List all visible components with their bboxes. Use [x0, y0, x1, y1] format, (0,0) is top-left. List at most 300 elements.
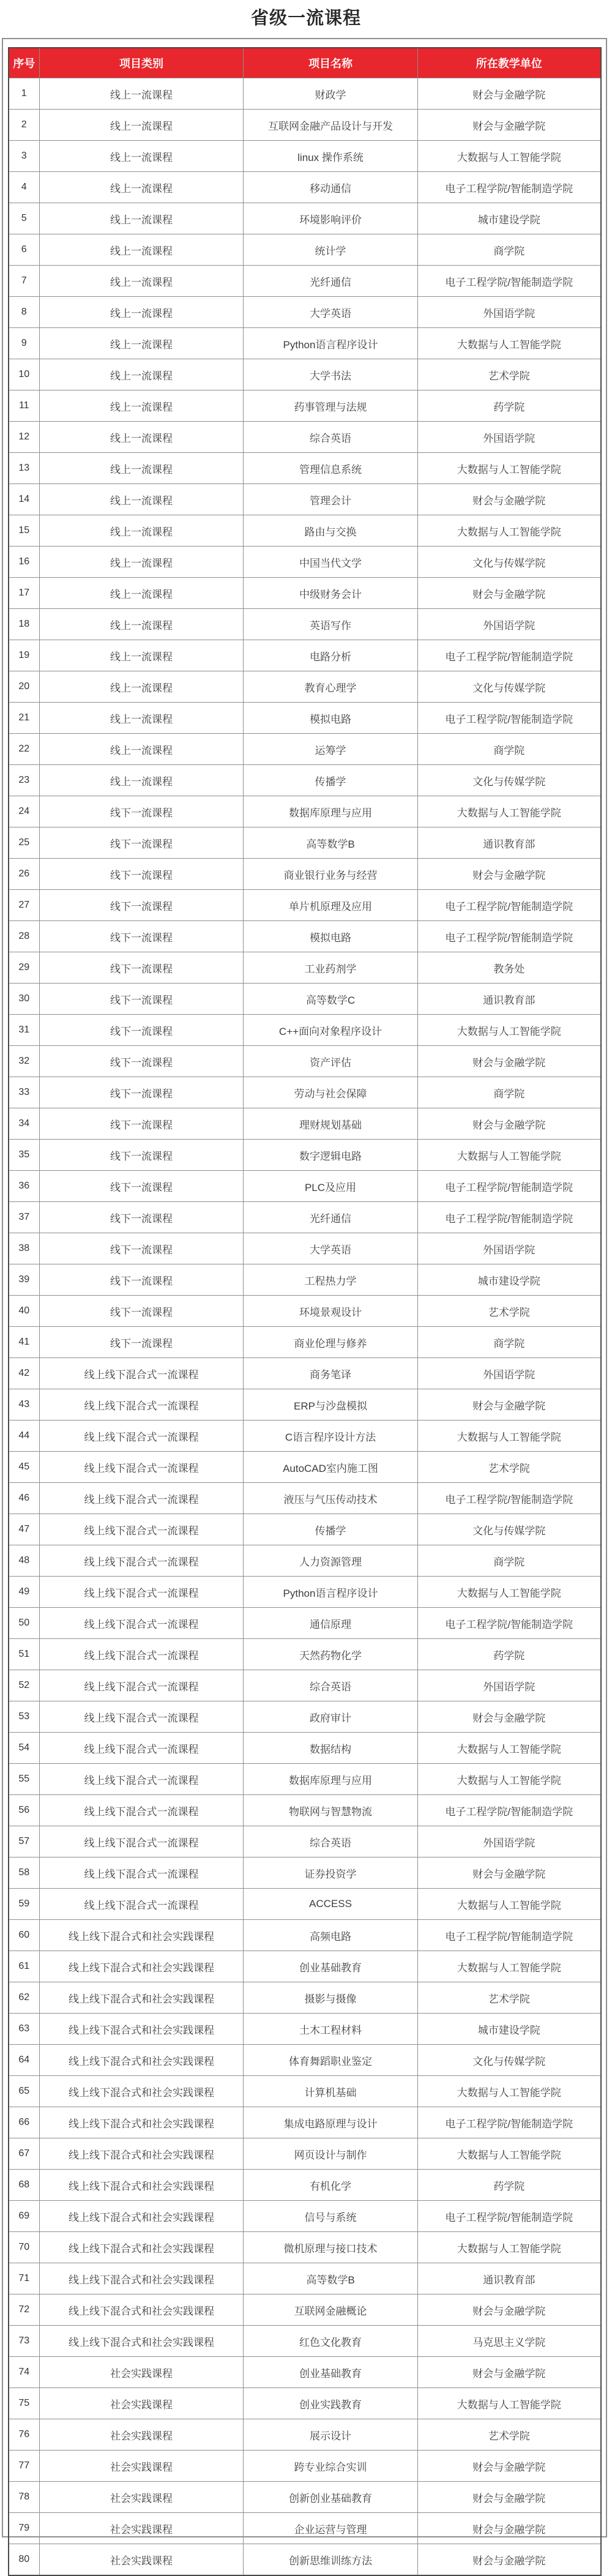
table-row — [9, 1701, 601, 1733]
cell-teaching-unit: 大数据与人工智能学院 — [418, 2388, 601, 2419]
cell-teaching-unit: 文化与传媒学院 — [418, 547, 601, 578]
courses-table — [8, 47, 602, 2576]
cell-category: 线上一流课程 — [40, 234, 244, 266]
cell-teaching-unit: 大数据与人工智能学院 — [418, 515, 601, 547]
cell-category: 线下一流课程 — [40, 1015, 244, 1046]
cell-teaching-unit: 财会与金融学院 — [418, 2357, 601, 2388]
cell-teaching-unit: 商学院 — [418, 1545, 601, 1577]
cell-course-name: 商业伦理与修养 — [244, 1327, 418, 1358]
cell-index: 79 — [9, 2513, 40, 2544]
cell-index: 63 — [9, 2014, 40, 2045]
table-row — [9, 1171, 601, 1202]
cell-course-name: 电路分析 — [244, 640, 418, 671]
cell-index: 59 — [9, 1889, 40, 1920]
table-row — [9, 203, 601, 234]
header-cell: 项目名称 — [244, 48, 418, 78]
cell-category: 线上线下混合式和社会实践课程 — [40, 2170, 244, 2201]
cell-course-name: 通信原理 — [244, 1608, 418, 1639]
table-row — [9, 453, 601, 484]
cell-teaching-unit: 财会与金融学院 — [418, 1108, 601, 1140]
cell-teaching-unit: 电子工程学院/智能制造学院 — [418, 1202, 601, 1233]
cell-course-name: 统计学 — [244, 234, 418, 266]
cell-index: 68 — [9, 2170, 40, 2201]
table-row — [9, 1389, 601, 1421]
cell-course-name: AutoCAD室内施工图 — [244, 1452, 418, 1483]
cell-course-name: 教育心理学 — [244, 671, 418, 703]
cell-index: 61 — [9, 1951, 40, 1982]
cell-index: 6 — [9, 234, 40, 266]
cell-index: 8 — [9, 297, 40, 328]
cell-category: 线上线下混合式和社会实践课程 — [40, 2014, 244, 2045]
cell-teaching-unit: 艺术学院 — [418, 1452, 601, 1483]
cell-teaching-unit: 电子工程学院/智能制造学院 — [418, 703, 601, 734]
cell-index: 20 — [9, 671, 40, 703]
cell-category: 线上线下混合式一流课程 — [40, 1389, 244, 1421]
cell-teaching-unit: 财会与金融学院 — [418, 2544, 601, 2576]
cell-teaching-unit: 商学院 — [418, 734, 601, 765]
cell-category: 线上线下混合式和社会实践课程 — [40, 2326, 244, 2357]
cell-category: 线下一流课程 — [40, 827, 244, 859]
cell-teaching-unit: 大数据与人工智能学院 — [418, 1951, 601, 1982]
table-row — [9, 1608, 601, 1639]
cell-course-name: 跨专业综合实训 — [244, 2451, 418, 2482]
table-row — [9, 1421, 601, 1452]
table-row — [9, 2107, 601, 2138]
cell-category: 线上线下混合式一流课程 — [40, 1889, 244, 1920]
cell-category: 线上线下混合式和社会实践课程 — [40, 2263, 244, 2294]
cell-course-name: 数字逻辑电路 — [244, 1140, 418, 1171]
table-row — [9, 78, 601, 110]
cell-course-name: 工业药剂学 — [244, 952, 418, 984]
table-row — [9, 609, 601, 640]
cell-teaching-unit: 财会与金融学院 — [418, 578, 601, 609]
cell-category: 线上线下混合式一流课程 — [40, 1545, 244, 1577]
table-row — [9, 1889, 601, 1920]
cell-course-name: 高等数学C — [244, 984, 418, 1015]
cell-index: 18 — [9, 609, 40, 640]
cell-teaching-unit: 电子工程学院/智能制造学院 — [418, 640, 601, 671]
cell-course-name: 单片机原理及应用 — [244, 890, 418, 921]
table-row — [9, 1077, 601, 1108]
table-row — [9, 2419, 601, 2451]
cell-index: 74 — [9, 2357, 40, 2388]
table-row — [9, 859, 601, 890]
cell-index: 4 — [9, 172, 40, 203]
cell-teaching-unit: 大数据与人工智能学院 — [418, 2232, 601, 2263]
cell-index: 12 — [9, 422, 40, 453]
cell-course-name: 天然药物化学 — [244, 1639, 418, 1670]
cell-category: 线上一流课程 — [40, 609, 244, 640]
cell-course-name: 模拟电路 — [244, 703, 418, 734]
cell-category: 线上一流课程 — [40, 328, 244, 359]
cell-category: 线下一流课程 — [40, 921, 244, 952]
cell-course-name: 路由与交换 — [244, 515, 418, 547]
cell-teaching-unit: 大数据与人工智能学院 — [418, 2138, 601, 2170]
cell-course-name: 财政学 — [244, 78, 418, 110]
table-row — [9, 266, 601, 297]
cell-teaching-unit: 电子工程学院/智能制造学院 — [418, 921, 601, 952]
cell-index: 25 — [9, 827, 40, 859]
cell-course-name: 大学英语 — [244, 297, 418, 328]
cell-teaching-unit: 艺术学院 — [418, 2419, 601, 2451]
table-row — [9, 2232, 601, 2263]
cell-course-name: Python语言程序设计 — [244, 1577, 418, 1608]
table-row — [9, 2170, 601, 2201]
table-row — [9, 2357, 601, 2388]
cell-teaching-unit: 大数据与人工智能学院 — [418, 1733, 601, 1764]
table-row — [9, 2201, 601, 2232]
cell-teaching-unit: 财会与金融学院 — [418, 859, 601, 890]
table-row — [9, 1233, 601, 1264]
cell-category: 线上线下混合式和社会实践课程 — [40, 2201, 244, 2232]
table-row — [9, 1264, 601, 1296]
table-row — [9, 297, 601, 328]
cell-teaching-unit: 大数据与人工智能学院 — [418, 1015, 601, 1046]
cell-teaching-unit: 财会与金融学院 — [418, 1701, 601, 1733]
cell-teaching-unit: 文化与传媒学院 — [418, 1514, 601, 1545]
cell-index: 19 — [9, 640, 40, 671]
cell-teaching-unit: 艺术学院 — [418, 1982, 601, 2014]
cell-teaching-unit: 财会与金融学院 — [418, 484, 601, 515]
cell-index: 9 — [9, 328, 40, 359]
cell-course-name: Python语言程序设计 — [244, 328, 418, 359]
table-row — [9, 2014, 601, 2045]
cell-course-name: 创新思维训练方法 — [244, 2544, 418, 2576]
cell-teaching-unit: 通识教育部 — [418, 984, 601, 1015]
cell-teaching-unit: 文化与传媒学院 — [418, 765, 601, 796]
cell-teaching-unit: 电子工程学院/智能制造学院 — [418, 1795, 601, 1826]
cell-teaching-unit: 大数据与人工智能学院 — [418, 1421, 601, 1452]
cell-category: 线上一流课程 — [40, 765, 244, 796]
cell-course-name: linux 操作系统 — [244, 141, 418, 172]
cell-index: 1 — [9, 78, 40, 110]
cell-teaching-unit: 文化与传媒学院 — [418, 671, 601, 703]
table-row — [9, 921, 601, 952]
cell-category: 线上一流课程 — [40, 515, 244, 547]
cell-category: 线上一流课程 — [40, 671, 244, 703]
cell-category: 线下一流课程 — [40, 1264, 244, 1296]
cell-teaching-unit: 外国语学院 — [418, 1826, 601, 1857]
cell-category: 线上一流课程 — [40, 172, 244, 203]
cell-teaching-unit: 财会与金融学院 — [418, 2482, 601, 2513]
cell-teaching-unit: 大数据与人工智能学院 — [418, 2076, 601, 2107]
cell-index: 16 — [9, 547, 40, 578]
cell-category: 线上线下混合式和社会实践课程 — [40, 2294, 244, 2326]
cell-category: 线上线下混合式一流课程 — [40, 1608, 244, 1639]
cell-course-name: 高等数学B — [244, 827, 418, 859]
cell-course-name: 数据库原理与应用 — [244, 796, 418, 827]
table-row — [9, 827, 601, 859]
cell-category: 线下一流课程 — [40, 952, 244, 984]
cell-category: 线上一流课程 — [40, 484, 244, 515]
cell-index: 45 — [9, 1452, 40, 1483]
cell-category: 社会实践课程 — [40, 2451, 244, 2482]
cell-index: 39 — [9, 1264, 40, 1296]
table-row — [9, 1358, 601, 1389]
cell-category: 线上一流课程 — [40, 547, 244, 578]
cell-index: 37 — [9, 1202, 40, 1233]
table-row — [9, 1670, 601, 1701]
cell-category: 线下一流课程 — [40, 890, 244, 921]
table-row — [9, 547, 601, 578]
cell-index: 69 — [9, 2201, 40, 2232]
cell-index: 10 — [9, 359, 40, 390]
table-row — [9, 328, 601, 359]
table-row — [9, 1140, 601, 1171]
cell-course-name: 高等数学B — [244, 2263, 418, 2294]
cell-category: 线上线下混合式一流课程 — [40, 1670, 244, 1701]
cell-course-name: 人力资源管理 — [244, 1545, 418, 1577]
cell-course-name: 工程热力学 — [244, 1264, 418, 1296]
cell-index: 41 — [9, 1327, 40, 1358]
table-row — [9, 2513, 601, 2544]
cell-teaching-unit: 电子工程学院/智能制造学院 — [418, 2107, 601, 2138]
cell-index: 26 — [9, 859, 40, 890]
cell-teaching-unit: 电子工程学院/智能制造学院 — [418, 2201, 601, 2232]
cell-category: 线上一流课程 — [40, 640, 244, 671]
cell-category: 线上线下混合式一流课程 — [40, 1857, 244, 1889]
table-row — [9, 1108, 601, 1140]
cell-course-name: 传播学 — [244, 1514, 418, 1545]
cell-teaching-unit: 大数据与人工智能学院 — [418, 1889, 601, 1920]
table-row — [9, 1920, 601, 1951]
cell-course-name: 综合英语 — [244, 1826, 418, 1857]
cell-category: 线上一流课程 — [40, 453, 244, 484]
cell-index: 2 — [9, 110, 40, 141]
cell-category: 线上一流课程 — [40, 734, 244, 765]
table-row — [9, 234, 601, 266]
cell-index: 62 — [9, 1982, 40, 2014]
cell-category: 线上一流课程 — [40, 422, 244, 453]
cell-course-name: 创业实践教育 — [244, 2388, 418, 2419]
cell-course-name: 证券投资学 — [244, 1857, 418, 1889]
cell-course-name: 药事管理与法规 — [244, 390, 418, 422]
cell-course-name: 中国当代文学 — [244, 547, 418, 578]
cell-course-name: 摄影与摄像 — [244, 1982, 418, 2014]
table-row — [9, 952, 601, 984]
cell-index: 51 — [9, 1639, 40, 1670]
cell-category: 线下一流课程 — [40, 1233, 244, 1264]
table-row — [9, 2294, 601, 2326]
cell-course-name: 移动通信 — [244, 172, 418, 203]
table-row — [9, 2263, 601, 2294]
cell-teaching-unit: 财会与金融学院 — [418, 78, 601, 110]
cell-course-name: 数据库原理与应用 — [244, 1764, 418, 1795]
cell-course-name: 资产评估 — [244, 1046, 418, 1077]
cell-index: 60 — [9, 1920, 40, 1951]
cell-course-name: 高频电路 — [244, 1920, 418, 1951]
cell-index: 38 — [9, 1233, 40, 1264]
cell-teaching-unit: 电子工程学院/智能制造学院 — [418, 172, 601, 203]
table-row — [9, 359, 601, 390]
cell-index: 80 — [9, 2544, 40, 2576]
cell-index: 30 — [9, 984, 40, 1015]
cell-index: 27 — [9, 890, 40, 921]
cell-index: 76 — [9, 2419, 40, 2451]
cell-category: 线上线下混合式和社会实践课程 — [40, 2138, 244, 2170]
cell-teaching-unit: 电子工程学院/智能制造学院 — [418, 266, 601, 297]
cell-course-name: ACCESS — [244, 1889, 418, 1920]
table-row — [9, 1826, 601, 1857]
cell-teaching-unit: 财会与金融学院 — [418, 2513, 601, 2544]
cell-index: 11 — [9, 390, 40, 422]
header-cell: 项目类别 — [40, 48, 244, 78]
cell-index: 75 — [9, 2388, 40, 2419]
cell-course-name: 土木工程材料 — [244, 2014, 418, 2045]
cell-teaching-unit: 电子工程学院/智能制造学院 — [418, 1920, 601, 1951]
cell-category: 线下一流课程 — [40, 1046, 244, 1077]
table-row — [9, 1982, 601, 2014]
table-row — [9, 2544, 601, 2576]
table-row — [9, 1046, 601, 1077]
cell-category: 线上线下混合式一流课程 — [40, 1639, 244, 1670]
cell-index: 29 — [9, 952, 40, 984]
table-header-row — [9, 48, 601, 78]
cell-category: 社会实践课程 — [40, 2513, 244, 2544]
cell-index: 64 — [9, 2045, 40, 2076]
table-row — [9, 2388, 601, 2419]
cell-course-name: 大学英语 — [244, 1233, 418, 1264]
cell-course-name: C++面向对象程序设计 — [244, 1015, 418, 1046]
table-row — [9, 671, 601, 703]
cell-course-name: 英语写作 — [244, 609, 418, 640]
cell-category: 线下一流课程 — [40, 984, 244, 1015]
cell-index: 13 — [9, 453, 40, 484]
cell-category: 线上线下混合式和社会实践课程 — [40, 2232, 244, 2263]
cell-teaching-unit: 药学院 — [418, 2170, 601, 2201]
table-row — [9, 172, 601, 203]
table-row — [9, 2138, 601, 2170]
cell-teaching-unit: 财会与金融学院 — [418, 2451, 601, 2482]
cell-course-name: 展示设计 — [244, 2419, 418, 2451]
cell-category: 线上一流课程 — [40, 297, 244, 328]
cell-index: 77 — [9, 2451, 40, 2482]
table-row — [9, 110, 601, 141]
cell-course-name: 互联网金融产品设计与开发 — [244, 110, 418, 141]
cell-course-name: 信号与系统 — [244, 2201, 418, 2232]
table-row — [9, 1483, 601, 1514]
cell-teaching-unit: 药学院 — [418, 1639, 601, 1670]
cell-course-name: 环境景观设计 — [244, 1296, 418, 1327]
cell-index: 34 — [9, 1108, 40, 1140]
cell-category: 线上一流课程 — [40, 703, 244, 734]
cell-teaching-unit: 电子工程学院/智能制造学院 — [418, 1608, 601, 1639]
cell-teaching-unit: 大数据与人工智能学院 — [418, 1577, 601, 1608]
cell-course-name: 环境影响评价 — [244, 203, 418, 234]
cell-teaching-unit: 商学院 — [418, 1327, 601, 1358]
table-row — [9, 1296, 601, 1327]
cell-course-name: 体育舞蹈职业鉴定 — [244, 2045, 418, 2076]
cell-course-name: 光纤通信 — [244, 1202, 418, 1233]
cell-index: 3 — [9, 141, 40, 172]
cell-course-name: 物联网与智慧物流 — [244, 1795, 418, 1826]
cell-teaching-unit: 财会与金融学院 — [418, 110, 601, 141]
cell-index: 47 — [9, 1514, 40, 1545]
table-row — [9, 515, 601, 547]
cell-course-name: 创业基础教育 — [244, 2357, 418, 2388]
table-row — [9, 640, 601, 671]
cell-category: 线上线下混合式一流课程 — [40, 1764, 244, 1795]
cell-index: 33 — [9, 1077, 40, 1108]
cell-course-name: 创业基础教育 — [244, 1951, 418, 1982]
cell-teaching-unit: 城市建设学院 — [418, 203, 601, 234]
table-row — [9, 2451, 601, 2482]
cell-index: 42 — [9, 1358, 40, 1389]
cell-course-name: 综合英语 — [244, 1670, 418, 1701]
cell-index: 14 — [9, 484, 40, 515]
cell-index: 46 — [9, 1483, 40, 1514]
cell-index: 58 — [9, 1857, 40, 1889]
cell-category: 社会实践课程 — [40, 2357, 244, 2388]
cell-course-name: 管理信息系统 — [244, 453, 418, 484]
cell-index: 35 — [9, 1140, 40, 1171]
cell-course-name: 传播学 — [244, 765, 418, 796]
cell-teaching-unit: 电子工程学院/智能制造学院 — [418, 1171, 601, 1202]
cell-course-name: ERP与沙盘模拟 — [244, 1389, 418, 1421]
cell-course-name: 红色文化教育 — [244, 2326, 418, 2357]
cell-teaching-unit: 艺术学院 — [418, 1296, 601, 1327]
table-row — [9, 796, 601, 827]
cell-teaching-unit: 药学院 — [418, 390, 601, 422]
cell-category: 线下一流课程 — [40, 796, 244, 827]
cell-teaching-unit: 文化与传媒学院 — [418, 2045, 601, 2076]
cell-index: 5 — [9, 203, 40, 234]
cell-course-name: PLC及应用 — [244, 1171, 418, 1202]
cell-teaching-unit: 财会与金融学院 — [418, 2294, 601, 2326]
cell-teaching-unit: 商学院 — [418, 1077, 601, 1108]
cell-category: 社会实践课程 — [40, 2482, 244, 2513]
cell-course-name: 劳动与社会保障 — [244, 1077, 418, 1108]
cell-category: 线上线下混合式和社会实践课程 — [40, 2076, 244, 2107]
table-row — [9, 765, 601, 796]
cell-index: 17 — [9, 578, 40, 609]
cell-course-name: 运筹学 — [244, 734, 418, 765]
cell-category: 线上线下混合式一流课程 — [40, 1826, 244, 1857]
cell-category: 社会实践课程 — [40, 2388, 244, 2419]
table-row — [9, 734, 601, 765]
page-title: 省级一流课程 — [250, 9, 361, 28]
cell-category: 线上线下混合式一流课程 — [40, 1421, 244, 1452]
cell-category: 线下一流课程 — [40, 1327, 244, 1358]
table-row — [9, 390, 601, 422]
cell-course-name: 理财规划基础 — [244, 1108, 418, 1140]
cell-category: 线上一流课程 — [40, 266, 244, 297]
cell-category: 线上一流课程 — [40, 141, 244, 172]
table-row — [9, 1733, 601, 1764]
cell-course-name: 网页设计与制作 — [244, 2138, 418, 2170]
cell-index: 21 — [9, 703, 40, 734]
cell-teaching-unit: 外国语学院 — [418, 609, 601, 640]
table-row — [9, 984, 601, 1015]
header-cell: 所在教学单位 — [418, 48, 601, 78]
cell-index: 24 — [9, 796, 40, 827]
cell-category: 线上线下混合式和社会实践课程 — [40, 2107, 244, 2138]
cell-course-name: 光纤通信 — [244, 266, 418, 297]
cell-course-name: 数据结构 — [244, 1733, 418, 1764]
cell-category: 线下一流课程 — [40, 859, 244, 890]
table-row — [9, 2076, 601, 2107]
table-row — [9, 1951, 601, 1982]
cell-index: 66 — [9, 2107, 40, 2138]
cell-category: 线下一流课程 — [40, 1171, 244, 1202]
cell-index: 15 — [9, 515, 40, 547]
cell-category: 线上线下混合式一流课程 — [40, 1577, 244, 1608]
cell-course-name: 商业银行业务与经营 — [244, 859, 418, 890]
cell-index: 70 — [9, 2232, 40, 2263]
cell-category: 线上线下混合式一流课程 — [40, 1452, 244, 1483]
cell-index: 50 — [9, 1608, 40, 1639]
table-row — [9, 890, 601, 921]
